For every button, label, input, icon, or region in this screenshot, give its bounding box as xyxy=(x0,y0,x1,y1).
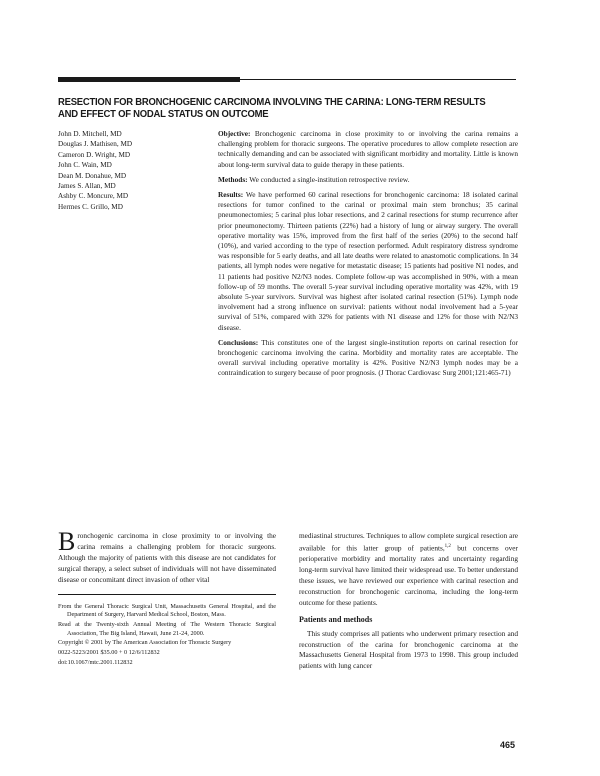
abstract-objective xyxy=(218,129,518,170)
intro-continuation xyxy=(299,531,518,609)
footnote-affiliation: From the General Thoracic Surgical Unit, Massachusetts General Hospital, and the Department of Surgery, Harvard Medical School, Boston, Mass. xyxy=(58,602,276,619)
body-column-right xyxy=(299,531,518,672)
footnote-copyright: Copyright © 2001 by The American Association for Thoracic Surgery xyxy=(58,639,232,647)
header-rule-thin xyxy=(240,79,516,80)
abstract-results xyxy=(218,190,518,333)
objective-text: Bronchogenic carcinoma in close proximity to or involving the carina remains a challenging problem for thoracic surgeons. The operative procedures to allow complete resection are technically demanding and can be associated with significant morbidity and mortality. Little is known about long-term survival data to guide therapy in these patients. xyxy=(218,129,518,169)
citation-superscript: 1,2 xyxy=(444,543,451,549)
header-rule-thick xyxy=(58,77,240,82)
page-number: 465 xyxy=(500,740,516,750)
conclusions-label: Conclusions: xyxy=(218,337,259,347)
objective-label: Objective: xyxy=(218,129,251,138)
results-text: We have performed 60 carinal resections for bronchogenic carcinoma: 18 isolated carinal resections for tumor confined to the carinal or proximal main stem bronchus; 35 carinal pneumonectomies; 5 carinal plus lobar resections, and 2 carinal resections for stump recurrence after prior pneumonectomy. Thirteen patients (22%) had a history of lung or airway surgery. The overall operative mortality was 15%, improved from the first half of the series (20%) to the second half (10%), and varied according to the type of resection performed. Adult respiratory distress syndrome was responsible for 5 early deaths, and all late deaths were related to anastomotic complications. In 34 patients, all lymph nodes were negative for metastatic disease; 15 patients had positive N1 nodes, and 11 patients had positive N2/N3 nodes. Complete follow-up was accomplished in 90%, with a mean follow-up of 59 months. The overall 5-year survival including operative mortality was 42%, with 19 absolute 5-year survivors. Survival was highest after isolated carinal resection (51%). Lymph node involvement had a strong influence on survival: patients without nodal involvement had a 5-year survival of 51%, compared with 32% for patients with N1 disease and 12% for those with N2/N3 disease. xyxy=(218,190,518,332)
abstract xyxy=(218,129,518,384)
methods-text: We conducted a single-institution retrospective review. xyxy=(249,174,410,184)
author: Ashby C. Moncure, MD xyxy=(58,192,129,201)
intro-paragraph xyxy=(58,527,276,586)
abstract-methods xyxy=(218,175,518,185)
footnotes xyxy=(58,603,276,668)
author: John D. Mitchell, MD xyxy=(58,130,122,138)
patients-methods-text: This study comprises all patients who underwent primary resection and reconstruction of the carina for bronchogenic carcinoma at the Massachusetts General Hospital from 1973 to 1998. This group included patients with lung cancer xyxy=(299,628,518,671)
body-column-left xyxy=(58,527,276,668)
footnote-doi: doi:10.1067/mtc.2001.112832 xyxy=(58,658,133,666)
author: Cameron D. Wright, MD xyxy=(58,150,131,159)
footnote-meeting: Read at the Twenty-sixth Annual Meeting of The Western Thoracic Surgical Association, The Big Island, Hawaii, June 21-24, 2000. xyxy=(58,620,276,637)
drop-cap: B xyxy=(58,527,76,556)
footnote-issn: 0022-5223/2001 $35.00 + 0 12/6/112832 xyxy=(58,649,160,657)
methods-label: Methods: xyxy=(218,174,248,184)
author: John C. Wain, MD xyxy=(58,161,112,170)
intro-text-right-1: mediastinal structures. Techniques to allow complete surgical resection are available for this latter group of patients, xyxy=(299,531,518,553)
abstract-conclusions xyxy=(218,338,518,379)
author: Hermes C. Grillo, MD xyxy=(58,202,123,211)
footnote-divider xyxy=(58,594,276,595)
author: Dean M. Donahue, MD xyxy=(58,171,127,180)
intro-text-left: ronchogenic carcinoma in close proximity to or involving the carina remains a challenging problem for thoracic surgeons. Although the majority of patients with this disease are not candidates for surgical therapy, a select subset of individuals will not have disseminated disease or concomitant direct invasion of other vital xyxy=(58,531,276,584)
intro-text-right-2: but concerns over perioperative morbidity and mortality rates and uncertainty regarding long-term survival have limited their widespread use. To better understand these issues, we have reviewed our experience with carinal resection and reconstruction for bronchogenic carcinoma, including the long-term outcome for these patients. xyxy=(299,543,518,607)
author: Douglas J. Mathisen, MD xyxy=(58,140,133,149)
section-heading-patients-methods: Patients and methods xyxy=(299,614,373,624)
results-label: Results: xyxy=(218,190,244,200)
author: James S. Allan, MD xyxy=(58,182,116,191)
author-list xyxy=(58,129,208,212)
article-title: RESECTION FOR BRONCHOGENIC CARCINOMA INVOLVING THE CARINA: LONG-TERM RESULTS AND EFFECT OF NODAL STATUS ON OUTCOME xyxy=(58,97,486,120)
conclusions-text: This constitutes one of the largest single-institution reports on carinal resection for bronchogenic carcinoma involving the carina. Morbidity and mortality rates are acceptable. The overall survival including operative mortality is 42%. Positive N2/N3 lymph nodes may be a contraindication to surgery because of poor prognosis. (J Thorac Cardiovasc Surg 2001;121:465-71) xyxy=(218,337,518,378)
